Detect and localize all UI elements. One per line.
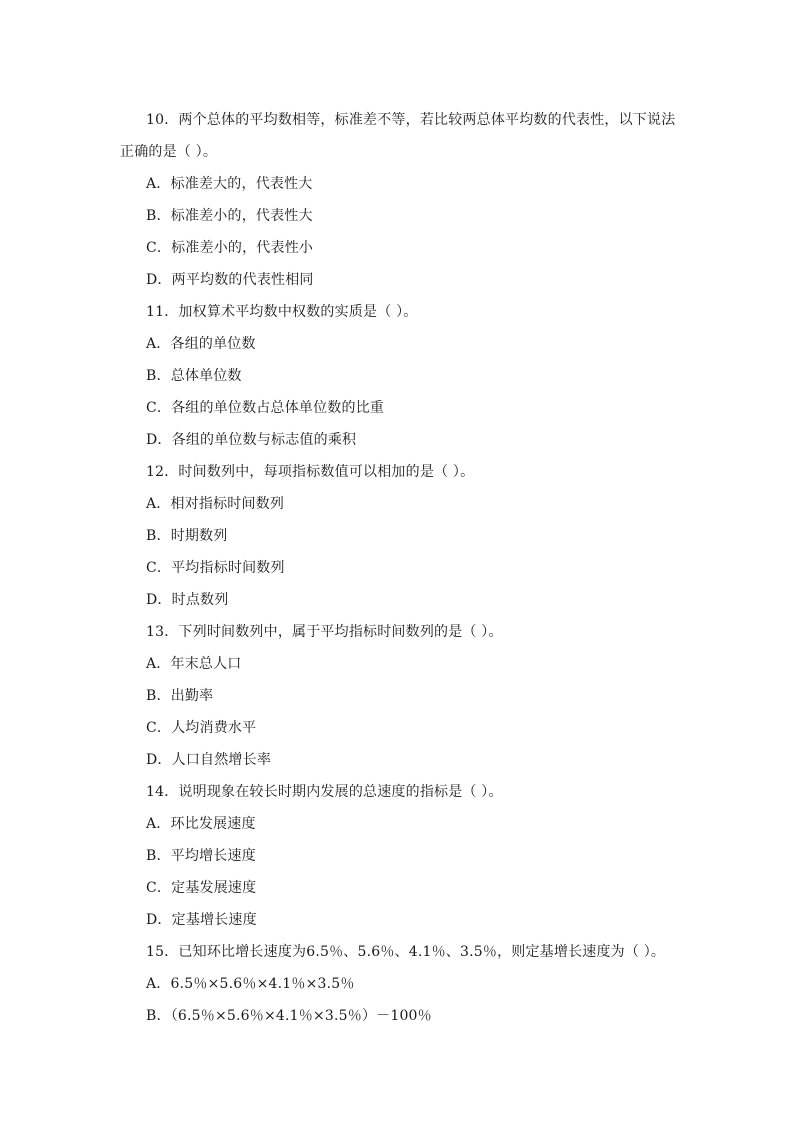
question-10-option-d: D．两平均数的代表性相同 — [146, 272, 314, 288]
question-10-option-a: A．标准差大的，代表性大 — [146, 176, 313, 192]
question-13-option-d: D．人口自然增长率 — [146, 752, 272, 768]
question-12-option-b: B．时期数列 — [146, 528, 228, 544]
question-11-stem: 11．加权算术平均数中权数的实质是（ ）。 — [146, 304, 418, 320]
question-14-option-c: C．定基发展速度 — [146, 880, 257, 896]
question-13-option-c: C．人均消费水平 — [146, 720, 257, 736]
question-12-option-d: D．时点数列 — [146, 592, 229, 608]
question-14-option-b: B．平均增长速度 — [146, 848, 256, 864]
question-11-option-b: B．总体单位数 — [146, 368, 242, 384]
question-12-option-a: A．相对指标时间数列 — [146, 496, 285, 512]
question-12-option-c: C．平均指标时间数列 — [146, 560, 285, 576]
question-13-stem: 13．下列时间数列中，属于平均指标时间数列的是（ ）。 — [146, 624, 503, 640]
question-15-option-b: B．（6.5％×5.6％×4.1％×3.5％）－100％ — [146, 1008, 432, 1024]
question-11-option-a: A．各组的单位数 — [146, 336, 256, 352]
question-13-option-b: B．出勤率 — [146, 688, 214, 704]
question-10-stem-line-2: 正确的是（ ）。 — [120, 144, 218, 160]
question-14-option-a: A．环比发展速度 — [146, 816, 256, 832]
question-10-option-c: C．标准差小的，代表性小 — [146, 240, 314, 256]
question-11-option-d: D．各组的单位数与标志值的乘积 — [146, 432, 357, 448]
question-12-stem: 12．时间数列中，每项指标数值可以相加的是（ ）。 — [146, 464, 475, 480]
question-15-option-a: A．6.5％×5.6％×4.1％×3.5％ — [146, 976, 355, 992]
question-11-option-c: C．各组的单位数占总体单位数的比重 — [146, 400, 385, 416]
question-13-option-a: A．年末总人口 — [146, 656, 242, 672]
question-10-stem-line-1: 10．两个总体的平均数相等，标准差不等，若比较两总体平均数的代表性，以下说法 — [146, 112, 676, 128]
question-14-option-d: D．定基增长速度 — [146, 912, 257, 928]
question-14-stem: 14．说明现象在较长时期内发展的总速度的指标是（ ）。 — [146, 784, 503, 800]
question-10-option-b: B．标准差小的，代表性大 — [146, 208, 313, 224]
question-15-stem: 15．已知环比增长速度为6.5％、5.6％、4.1％、3.5％，则定基增长速度为（ ）。 — [146, 944, 666, 960]
